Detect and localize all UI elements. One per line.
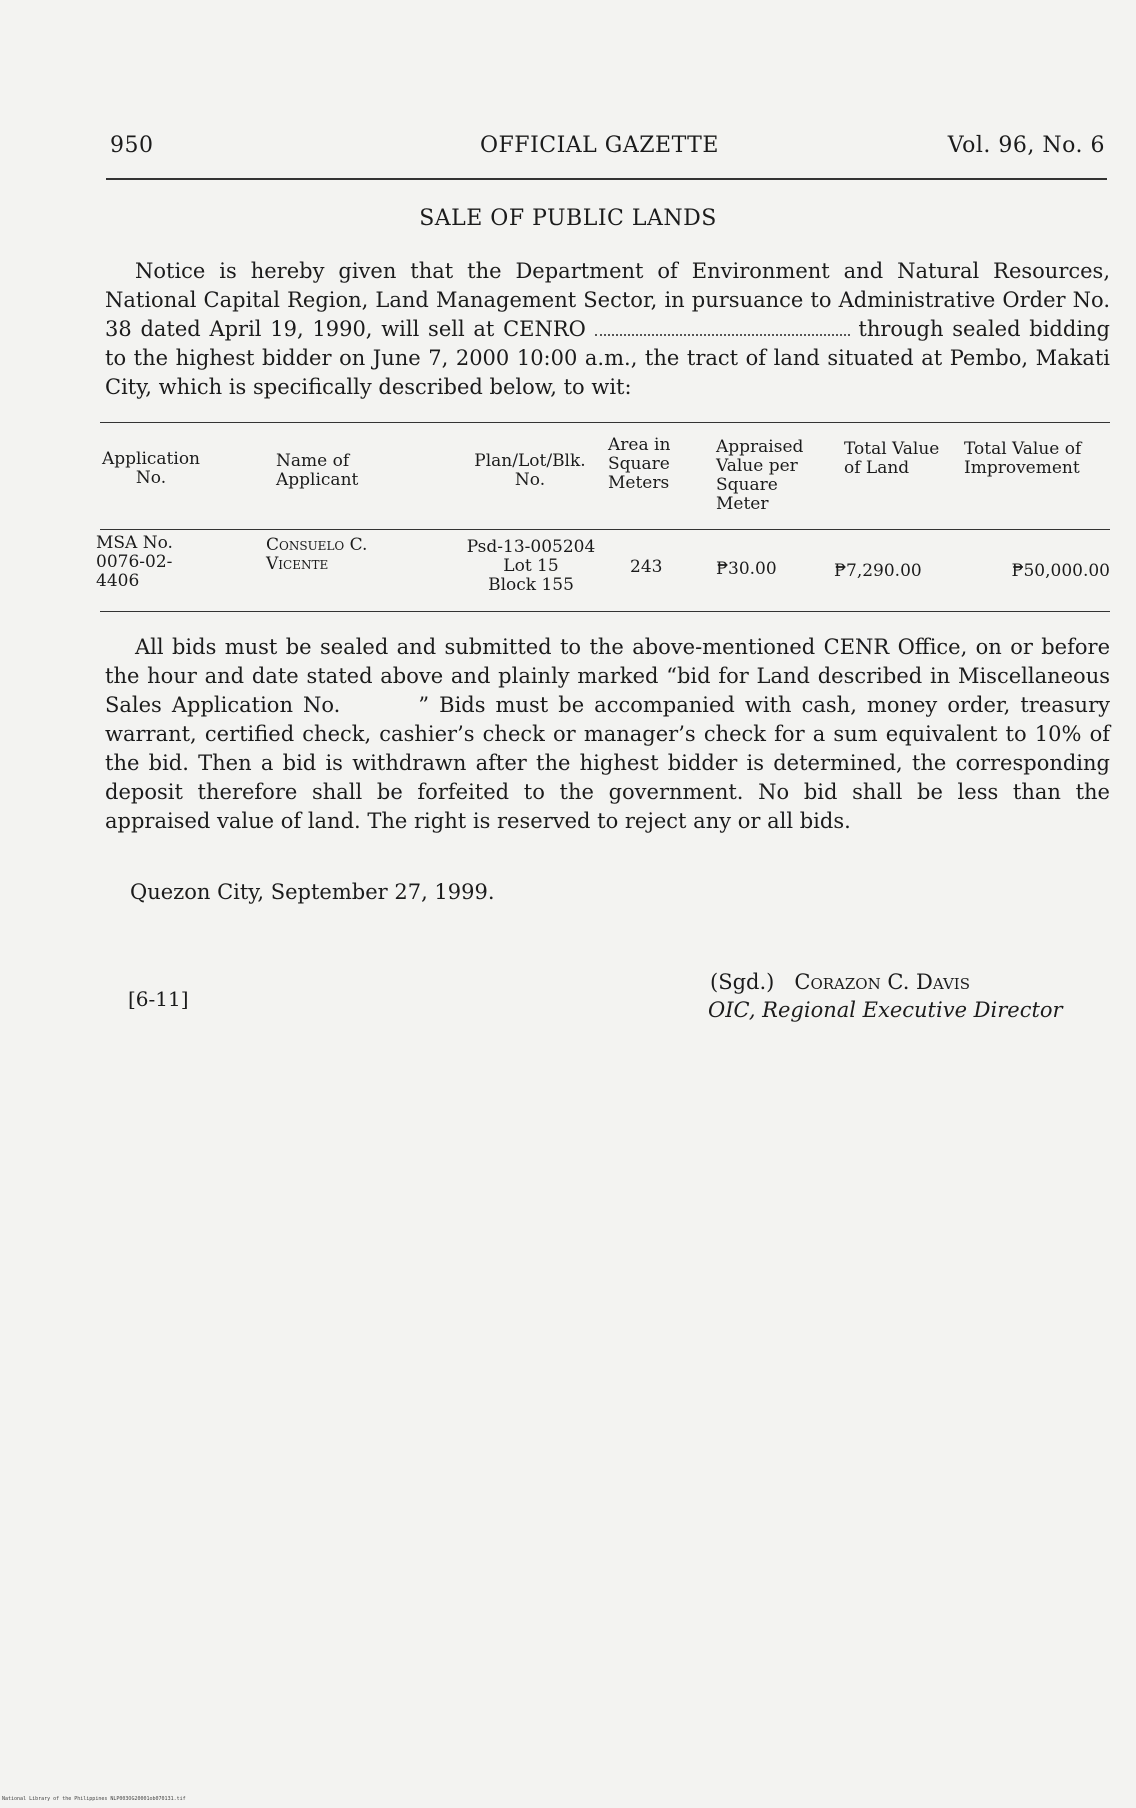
table-top-rule <box>100 422 1110 423</box>
header-total-improvement: Total Value of Improvement <box>964 439 1082 478</box>
table-header-rule <box>100 529 1110 530</box>
header-plan-lot-blk: Plan/Lot/Blk. No. <box>474 451 586 490</box>
table-bottom-rule <box>100 611 1110 612</box>
intro-text-part2: through sealed bidding to the highest bidder on June 7, 2000 10:00 a.m., the tract of land situated at Pembo, Makati City, which is specifically described below, to wit: <box>105 317 1111 399</box>
cell-block: Block 155 <box>488 575 574 595</box>
cell-application-no: MSA No. 0076-02-4406 <box>96 533 173 591</box>
signatory-name: Corazon C. Davis <box>794 970 971 994</box>
intro-paragraph <box>105 257 1110 402</box>
header-rule <box>106 178 1107 180</box>
signatory-title: OIC, Regional Executive Director <box>708 998 1063 1022</box>
cell-lot: Lot 15 <box>503 556 559 576</box>
terms-paragraph <box>105 633 1110 836</box>
cenro-blank-line <box>595 316 850 336</box>
reference-code: [6-11] <box>128 987 189 1011</box>
cell-total-improvement: ₱50,000.00 <box>1011 561 1110 581</box>
cell-plan: Psd-13-005204 <box>466 537 596 557</box>
publication-title: OFFICIAL GAZETTE <box>480 133 719 158</box>
cell-area: 243 <box>630 557 663 577</box>
terms-text-part2: ” Bids must be accompanied with cash, money order, treasury warrant, certified check, cashier’s check or manager’s check for a sum equivalent to 10% of the bid. Then a bid is withdrawn after the highest bidder is determined, the corresponding deposit therefore shall be forfeited to the government. No bid shall be less than the appraised value of land. The right is reserved to reject any or all bids. <box>105 693 1110 833</box>
page-number: 950 <box>110 133 154 158</box>
place-date: Quezon City, September 27, 1999. <box>130 880 495 904</box>
header-appraised-value: Appraised Value per Square Meter <box>716 437 804 514</box>
archive-tag: National Library of the Philippines NLP003OG20001ob070131.tif <box>2 1796 186 1802</box>
header-applicant-name: Name of Applicant <box>276 451 359 490</box>
terms-text-part1: All bids must be sealed and submitted to the above-mentioned CENR Office, on or before the hour and date stated above and plainly marked “bid for Land described in Miscellaneous Sales Application No. <box>105 635 1110 717</box>
header-area: Area in Square Meters <box>608 435 671 493</box>
cell-total-land-value: ₱7,290.00 <box>834 561 922 581</box>
page-header <box>110 133 1105 173</box>
header-application-no: Application No. <box>101 449 201 488</box>
volume-number: Vol. 96, No. 6 <box>947 133 1105 158</box>
notice-title: SALE OF PUBLIC LANDS <box>419 206 717 231</box>
sgd-prefix: (Sgd.) <box>710 970 775 994</box>
signature-block <box>710 968 1063 1024</box>
cell-applicant-name: Consuelo C. Vicente <box>266 535 368 574</box>
header-total-land-value: Total Value of Land <box>844 439 940 478</box>
cell-appraised-value: ₱30.00 <box>716 559 777 579</box>
intro-text-part1: Notice is hereby given that the Department of Environment and Natural Resources, National Capital Region, Land Management Sector, in pursuance to Administrative Order No. 38 dated April 19, 1990, will sell at CENRO <box>105 259 1110 341</box>
